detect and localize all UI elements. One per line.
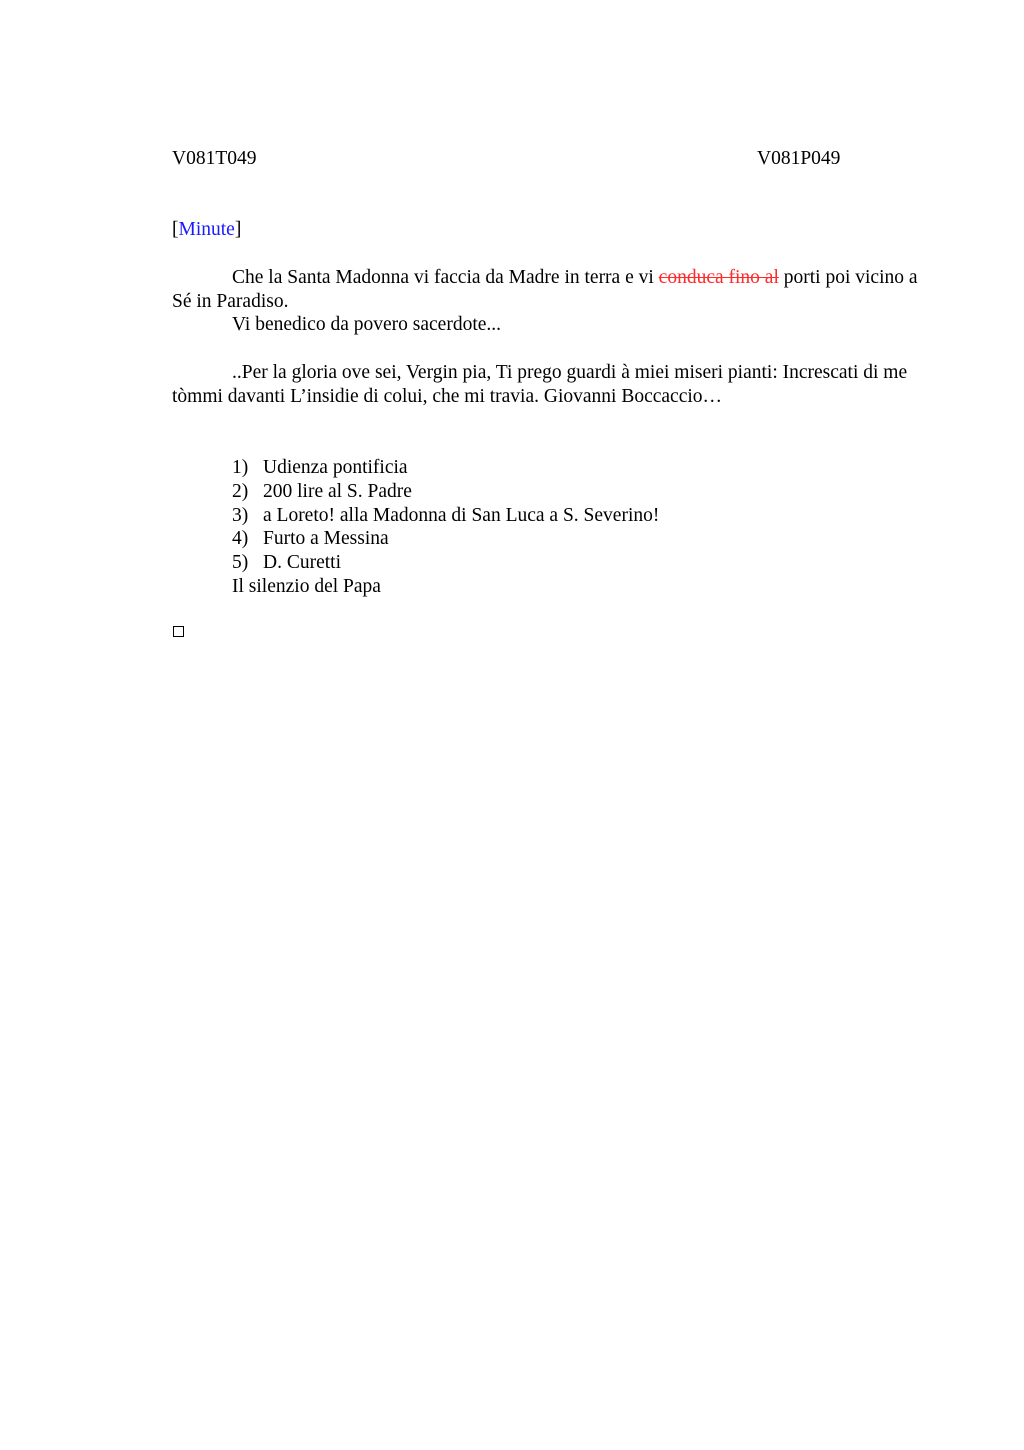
paragraph-blessing-text-2: porti poi vicino a Sé in Paradiso.	[172, 267, 918, 312]
paragraph-benediction: Vi benedico da povero sacerdote...	[232, 314, 502, 335]
list-item-number: 4)	[232, 528, 249, 550]
list-item-text: a Loreto! alla Madonna di San Luca a S. Severino!	[263, 504, 660, 526]
section-label	[172, 218, 241, 241]
list-item-number: 5)	[232, 552, 249, 574]
list-item	[232, 551, 659, 575]
list-item-number: 3)	[232, 504, 249, 526]
list-item	[232, 527, 659, 551]
header-right-code: V081P049	[757, 148, 841, 169]
paragraph-blessing-text-1: Che la Santa Madonna vi faccia da Madre in terra e vi	[232, 267, 659, 288]
paragraph-quotation: ..Per la gloria ove sei, Vergin pia, Ti prego guardi à miei miseri pianti: Increscati di me tòmmi davanti L’insidie di colui, che mi travia. Giovanni Boccaccio…	[172, 362, 908, 407]
paragraph-blessing	[172, 266, 932, 314]
closing-line: Il silenzio del Papa	[232, 576, 381, 597]
list-item	[232, 480, 659, 504]
list-item	[232, 456, 659, 480]
section-label-minute[interactable]: Minute	[178, 219, 235, 240]
header-left-code: V081T049	[172, 148, 257, 169]
list-item-number: 1)	[232, 457, 249, 478]
section-close-bracket: ]	[234, 219, 242, 240]
list-item	[232, 504, 659, 528]
list-item-text: D. Curetti	[263, 552, 341, 574]
empty-square-icon	[173, 626, 184, 637]
list-item-number: 2)	[232, 480, 249, 502]
list-item-text: Furto a Messina	[263, 528, 389, 550]
deleted-text: conduca fino al	[658, 267, 779, 288]
section-open-bracket: [	[172, 219, 179, 240]
list-item-text: Udienza pontificia	[263, 457, 408, 478]
list-item-text: 200 lire al S. Padre	[263, 480, 412, 502]
numbered-list	[232, 456, 659, 575]
